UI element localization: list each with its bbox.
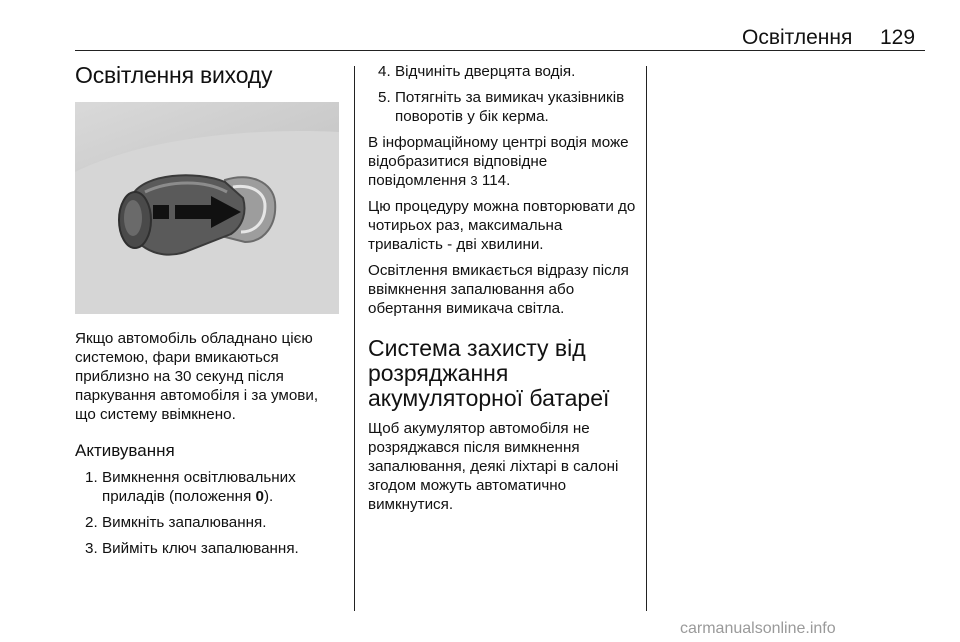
step-number: 1. [85, 469, 98, 486]
step-5 [368, 88, 640, 126]
activation-heading: Активування [75, 441, 175, 460]
page-reference-icon: 3 [470, 173, 478, 188]
step-text-start: Вимкнення освітлювальних приладів (положення [102, 469, 296, 505]
column-divider-1 [354, 66, 355, 611]
lever-drawing [75, 102, 339, 314]
step-text [102, 468, 340, 506]
step-number: 5. [378, 89, 391, 106]
step-number: 2. [85, 514, 98, 531]
page-reference: 114. [481, 172, 511, 189]
activation-steps [75, 468, 340, 558]
position-zero: 0 [255, 488, 264, 505]
step-number: 3. [85, 540, 98, 557]
step-number: 4. [378, 63, 391, 80]
page-number: 129 [880, 26, 916, 49]
watermark: carmanualsonline.info [680, 620, 836, 637]
info-text: В інформаційному центрі водія може відобразитися відповідне повідомлення [368, 134, 629, 189]
turn-signal-lever-illustration [75, 102, 339, 314]
battery-paragraph: Щоб акумулятор автомобіля не розряджався після вимкнення запалювання, деякі ліхтарі в салоні згодом можуть автоматично вимкнутися. [368, 420, 619, 513]
step-text: Потягніть за вимикач указівників поворотів у бік керма. [395, 89, 625, 125]
header-rule [75, 50, 925, 51]
step-text: Відчиніть дверцята водія. [395, 63, 576, 80]
repeat-paragraph: Цю процедуру можна повторювати до чотирьох раз, максимальна тривалість - дві хвилини. [368, 198, 636, 253]
page-header-title: Освітлення [742, 26, 853, 49]
step-3 [75, 539, 340, 558]
info-paragraph [368, 133, 640, 190]
step-1 [75, 468, 340, 506]
column-divider-2 [646, 66, 647, 611]
step-4 [368, 62, 640, 81]
step-text: Вийміть ключ запалювання. [102, 540, 299, 557]
left-column [75, 60, 340, 565]
intro-paragraph: Якщо автомобіль обладнано цією системою, фари вмикаються приблизно на 30 секунд після паркування автомобіля і за умови, що систему ввімкнено. [75, 330, 319, 423]
lighting-on-paragraph: Освітлення вмикається відразу після ввімкнення запалювання або обертання вимикача світла. [368, 262, 629, 317]
step-text-end: ). [263, 488, 274, 505]
battery-protection-heading: Система захисту від розряджання акумуляторної батареї [368, 335, 610, 411]
right-column [368, 62, 640, 514]
section-heading: Освітлення виходу [75, 62, 273, 88]
activation-steps-continued [368, 62, 640, 126]
step-text: Вимкніть запалювання. [102, 514, 267, 531]
step-2 [75, 513, 340, 532]
